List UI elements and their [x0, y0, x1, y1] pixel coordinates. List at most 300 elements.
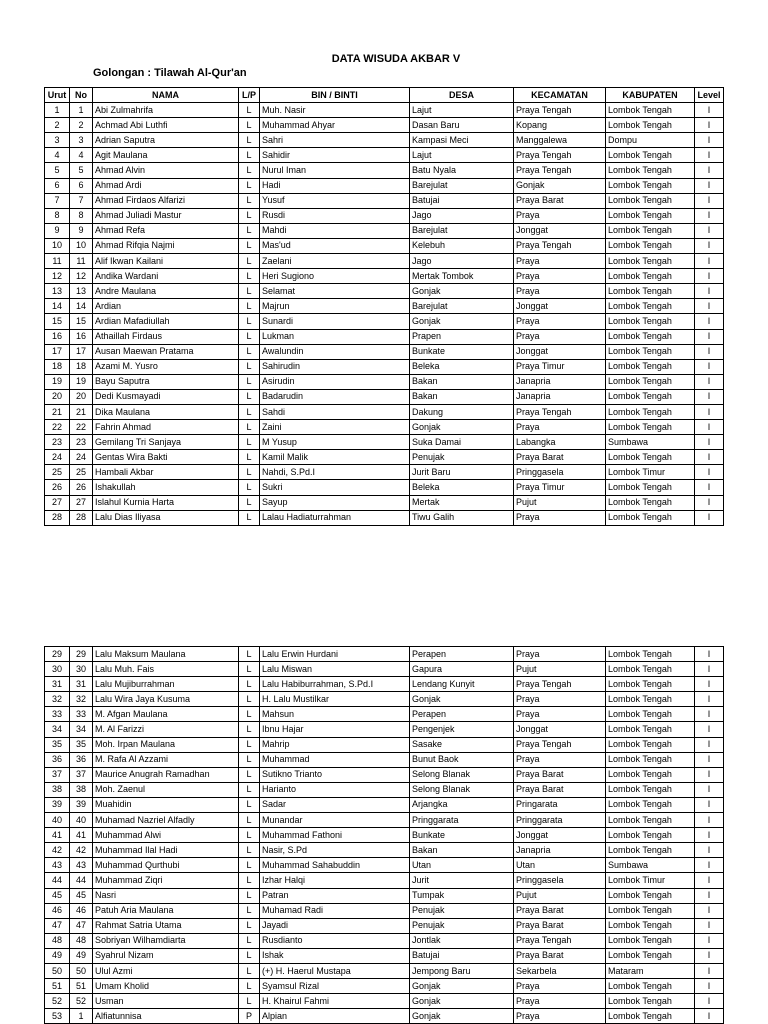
table-row — [45, 208, 724, 223]
cell-kabupaten: Lombok Tengah — [606, 359, 695, 374]
cell-nama: Ishakullah — [93, 480, 239, 495]
table-row — [45, 480, 724, 495]
cell-no: 37 — [70, 767, 93, 782]
cell-kabupaten: Sumbawa — [606, 435, 695, 450]
cell-urut: 50 — [45, 963, 70, 978]
cell-level: I — [695, 208, 724, 223]
table-row — [45, 752, 724, 767]
cell-kecamatan: Praya Tengah — [514, 737, 606, 752]
table-row — [45, 238, 724, 253]
table-row — [45, 163, 724, 178]
cell-lp: L — [239, 737, 260, 752]
cell-urut: 12 — [45, 269, 70, 284]
cell-desa: Kampasi Meci — [410, 133, 514, 148]
cell-nama: Lalu Wira Jaya Kusuma — [93, 692, 239, 707]
cell-level: I — [695, 178, 724, 193]
cell-kabupaten: Lombok Tengah — [606, 979, 695, 994]
cell-kecamatan: Praya — [514, 329, 606, 344]
cell-urut: 33 — [45, 707, 70, 722]
cell-urut: 38 — [45, 782, 70, 797]
table-row — [45, 148, 724, 163]
cell-bin-binti: H. Lalu Mustilkar — [260, 692, 410, 707]
cell-desa: Gapura — [410, 662, 514, 677]
cell-kabupaten: Lombok Tengah — [606, 782, 695, 797]
header-kecamatan: KECAMATAN — [514, 88, 606, 103]
cell-no: 41 — [70, 828, 93, 843]
cell-bin-binti: Sahri — [260, 133, 410, 148]
table-row — [45, 948, 724, 963]
cell-level: I — [695, 435, 724, 450]
cell-kabupaten: Lombok Tengah — [606, 103, 695, 118]
cell-bin-binti: Muhammad Fathoni — [260, 828, 410, 843]
cell-desa: Gonjak — [410, 420, 514, 435]
header-urut: Urut — [45, 88, 70, 103]
cell-level: I — [695, 692, 724, 707]
cell-urut: 27 — [45, 495, 70, 510]
cell-kecamatan: Jonggat — [514, 828, 606, 843]
cell-kabupaten: Lombok Tengah — [606, 284, 695, 299]
cell-kecamatan: Praya Tengah — [514, 404, 606, 419]
cell-kecamatan: Manggalewa — [514, 133, 606, 148]
cell-kecamatan: Praya — [514, 1009, 606, 1024]
cell-lp: L — [239, 752, 260, 767]
cell-bin-binti: Kamil Malik — [260, 450, 410, 465]
cell-no: 18 — [70, 359, 93, 374]
table-row — [45, 963, 724, 978]
cell-nama: Muahidin — [93, 797, 239, 812]
cell-bin-binti: Patran — [260, 888, 410, 903]
table-row — [45, 299, 724, 314]
cell-urut: 35 — [45, 737, 70, 752]
cell-level: I — [695, 994, 724, 1009]
cell-kabupaten: Lombok Tengah — [606, 677, 695, 692]
cell-bin-binti: Muhammad Sahabuddin — [260, 858, 410, 873]
cell-no: 25 — [70, 465, 93, 480]
cell-level: I — [695, 843, 724, 858]
cell-nama: Rahmat Satria Utama — [93, 918, 239, 933]
cell-desa: Tiwu Galih — [410, 510, 514, 525]
cell-desa: Sasake — [410, 737, 514, 752]
cell-nama: Dika Maulana — [93, 404, 239, 419]
cell-lp: L — [239, 647, 260, 662]
participants-table-top — [44, 87, 724, 526]
cell-bin-binti: Heri Sugiono — [260, 269, 410, 284]
cell-level: I — [695, 314, 724, 329]
cell-kecamatan: Jonggat — [514, 223, 606, 238]
cell-level: I — [695, 238, 724, 253]
cell-no: 34 — [70, 722, 93, 737]
cell-desa: Bakan — [410, 843, 514, 858]
table-row — [45, 404, 724, 419]
cell-nama: Muhammad Ziqri — [93, 873, 239, 888]
cell-no: 38 — [70, 782, 93, 797]
cell-nama: M. Afgan Maulana — [93, 707, 239, 722]
cell-kabupaten: Sumbawa — [606, 858, 695, 873]
cell-lp: L — [239, 223, 260, 238]
cell-no: 46 — [70, 903, 93, 918]
cell-nama: Sobriyan Wilhamdiarta — [93, 933, 239, 948]
cell-nama: Muhammad Qurthubi — [93, 858, 239, 873]
cell-lp: L — [239, 767, 260, 782]
cell-kabupaten: Lombok Tengah — [606, 420, 695, 435]
cell-kabupaten: Lombok Tengah — [606, 450, 695, 465]
cell-kecamatan: Praya Barat — [514, 948, 606, 963]
cell-kabupaten: Lombok Tengah — [606, 238, 695, 253]
cell-lp: L — [239, 677, 260, 692]
cell-bin-binti: Yusuf — [260, 193, 410, 208]
table-row — [45, 193, 724, 208]
cell-urut: 42 — [45, 843, 70, 858]
cell-nama: Agit Maulana — [93, 148, 239, 163]
cell-lp: L — [239, 495, 260, 510]
table-row — [45, 979, 724, 994]
cell-kecamatan: Jonggat — [514, 344, 606, 359]
table-row — [45, 254, 724, 269]
cell-kecamatan: Jonggat — [514, 299, 606, 314]
table-row — [45, 118, 724, 133]
cell-desa: Penujak — [410, 450, 514, 465]
cell-lp: L — [239, 238, 260, 253]
cell-kecamatan: Utan — [514, 858, 606, 873]
cell-no: 29 — [70, 647, 93, 662]
cell-lp: L — [239, 662, 260, 677]
cell-level: I — [695, 480, 724, 495]
cell-bin-binti: Sukri — [260, 480, 410, 495]
cell-level: I — [695, 103, 724, 118]
cell-kecamatan: Praya Barat — [514, 450, 606, 465]
cell-bin-binti: Selamat — [260, 284, 410, 299]
cell-kabupaten: Lombok Tengah — [606, 299, 695, 314]
cell-no: 8 — [70, 208, 93, 223]
cell-urut: 4 — [45, 148, 70, 163]
cell-lp: L — [239, 133, 260, 148]
table-row — [45, 858, 724, 873]
table-row — [45, 329, 724, 344]
cell-kabupaten: Lombok Tengah — [606, 813, 695, 828]
cell-bin-binti: Syamsul Rizal — [260, 979, 410, 994]
cell-no: 9 — [70, 223, 93, 238]
cell-nama: Adrian Saputra — [93, 133, 239, 148]
cell-urut: 8 — [45, 208, 70, 223]
header-level: Level — [695, 88, 724, 103]
cell-lp: L — [239, 284, 260, 299]
cell-lp: L — [239, 979, 260, 994]
cell-bin-binti: Awalundin — [260, 344, 410, 359]
cell-urut: 14 — [45, 299, 70, 314]
participants-table-bottom — [44, 646, 724, 1024]
cell-urut: 13 — [45, 284, 70, 299]
cell-desa: Dasan Baru — [410, 118, 514, 133]
cell-no: 4 — [70, 148, 93, 163]
table-row — [45, 1009, 724, 1024]
cell-nama: Alfiatunnisa — [93, 1009, 239, 1024]
cell-kecamatan: Pujut — [514, 495, 606, 510]
cell-desa: Batujai — [410, 193, 514, 208]
cell-desa: Jago — [410, 208, 514, 223]
cell-desa: Gonjak — [410, 979, 514, 994]
cell-bin-binti: Mahrip — [260, 737, 410, 752]
table-row — [45, 389, 724, 404]
cell-nama: Ausan Maewan Pratama — [93, 344, 239, 359]
cell-urut: 40 — [45, 813, 70, 828]
cell-lp: L — [239, 510, 260, 525]
cell-urut: 26 — [45, 480, 70, 495]
cell-nama: Alif Ikwan Kailani — [93, 254, 239, 269]
cell-desa: Barejulat — [410, 223, 514, 238]
cell-bin-binti: Lalu Erwin Hurdani — [260, 647, 410, 662]
cell-no: 31 — [70, 677, 93, 692]
cell-kecamatan: Praya — [514, 707, 606, 722]
cell-level: I — [695, 223, 724, 238]
cell-lp: L — [239, 269, 260, 284]
cell-level: I — [695, 510, 724, 525]
cell-no: 11 — [70, 254, 93, 269]
table-row — [45, 797, 724, 812]
cell-bin-binti: Muhammad — [260, 752, 410, 767]
table-row — [45, 420, 724, 435]
cell-desa: Mertak Tombok — [410, 269, 514, 284]
cell-kecamatan: Janapria — [514, 389, 606, 404]
cell-bin-binti: Sahidir — [260, 148, 410, 163]
cell-nama: Lalu Maksum Maulana — [93, 647, 239, 662]
cell-kecamatan: Pringgasela — [514, 465, 606, 480]
cell-desa: Barejulat — [410, 178, 514, 193]
cell-kecamatan: Praya Tengah — [514, 103, 606, 118]
cell-nama: Ahmad Firdaos Alfarizi — [93, 193, 239, 208]
page-title: DATA WISUDA AKBAR V — [331, 53, 461, 65]
cell-lp: L — [239, 828, 260, 843]
cell-kecamatan: Jonggat — [514, 722, 606, 737]
cell-urut: 30 — [45, 662, 70, 677]
cell-nama: Ahmad Refa — [93, 223, 239, 238]
cell-desa: Jontlak — [410, 933, 514, 948]
cell-desa: Bakan — [410, 389, 514, 404]
cell-lp: L — [239, 963, 260, 978]
cell-level: I — [695, 465, 724, 480]
cell-kabupaten: Lombok Tengah — [606, 918, 695, 933]
cell-bin-binti: (+) H. Haerul Mustapa — [260, 963, 410, 978]
cell-bin-binti: M Yusup — [260, 435, 410, 450]
table-row — [45, 465, 724, 480]
cell-urut: 53 — [45, 1009, 70, 1024]
cell-kabupaten: Dompu — [606, 133, 695, 148]
cell-kecamatan: Praya Barat — [514, 782, 606, 797]
cell-urut: 48 — [45, 933, 70, 948]
cell-desa: Suka Damai — [410, 435, 514, 450]
cell-nama: Dedi Kusmayadi — [93, 389, 239, 404]
cell-no: 20 — [70, 389, 93, 404]
cell-urut: 11 — [45, 254, 70, 269]
cell-no: 17 — [70, 344, 93, 359]
cell-kabupaten: Lombok Timur — [606, 873, 695, 888]
cell-kecamatan: Praya Barat — [514, 193, 606, 208]
cell-lp: L — [239, 888, 260, 903]
cell-bin-binti: H. Khairul Fahmi — [260, 994, 410, 1009]
cell-lp: L — [239, 178, 260, 193]
table-row — [45, 888, 724, 903]
cell-nama: Islahul Kurnia Harta — [93, 495, 239, 510]
cell-kabupaten: Lombok Timur — [606, 465, 695, 480]
cell-kecamatan: Praya — [514, 752, 606, 767]
cell-desa: Bunut Baok — [410, 752, 514, 767]
table-row — [45, 269, 724, 284]
cell-urut: 19 — [45, 374, 70, 389]
cell-lp: L — [239, 994, 260, 1009]
cell-level: I — [695, 148, 724, 163]
cell-nama: M. Al Farizzi — [93, 722, 239, 737]
cell-nama: Ardian — [93, 299, 239, 314]
cell-no: 35 — [70, 737, 93, 752]
cell-level: I — [695, 163, 724, 178]
cell-desa: Prapen — [410, 329, 514, 344]
table-row — [45, 813, 724, 828]
cell-bin-binti: Lalau Hadiaturrahman — [260, 510, 410, 525]
cell-bin-binti: Nahdi, S.Pd.I — [260, 465, 410, 480]
cell-urut: 17 — [45, 344, 70, 359]
cell-desa: Gonjak — [410, 692, 514, 707]
cell-kabupaten: Lombok Tengah — [606, 148, 695, 163]
cell-urut: 6 — [45, 178, 70, 193]
cell-kecamatan: Praya — [514, 510, 606, 525]
header-lp: L/P — [239, 88, 260, 103]
cell-kabupaten: Lombok Tengah — [606, 223, 695, 238]
table-row — [45, 692, 724, 707]
header-nama: NAMA — [93, 88, 239, 103]
cell-lp: L — [239, 208, 260, 223]
cell-level: I — [695, 420, 724, 435]
table-row — [45, 647, 724, 662]
cell-desa: Pringgarata — [410, 813, 514, 828]
cell-kecamatan: Praya — [514, 692, 606, 707]
table-row — [45, 662, 724, 677]
cell-nama: Azami M. Yusro — [93, 359, 239, 374]
cell-level: I — [695, 133, 724, 148]
cell-level: I — [695, 284, 724, 299]
cell-level: I — [695, 389, 724, 404]
cell-level: I — [695, 963, 724, 978]
cell-kecamatan: Sekarbela — [514, 963, 606, 978]
cell-desa: Perapen — [410, 647, 514, 662]
cell-level: I — [695, 782, 724, 797]
cell-bin-binti: Harianto — [260, 782, 410, 797]
cell-nama: Nasri — [93, 888, 239, 903]
cell-nama: Umam Kholid — [93, 979, 239, 994]
cell-level: I — [695, 722, 724, 737]
cell-bin-binti: Rusdianto — [260, 933, 410, 948]
cell-no: 16 — [70, 329, 93, 344]
cell-kabupaten: Lombok Tengah — [606, 178, 695, 193]
cell-bin-binti: Jayadi — [260, 918, 410, 933]
cell-kecamatan: Praya Tengah — [514, 148, 606, 163]
cell-bin-binti: Muhamad Radi — [260, 903, 410, 918]
cell-nama: Muhammad Ilal Hadi — [93, 843, 239, 858]
cell-kecamatan: Pringarata — [514, 797, 606, 812]
cell-level: I — [695, 359, 724, 374]
cell-kabupaten: Lombok Tengah — [606, 163, 695, 178]
cell-lp: L — [239, 299, 260, 314]
cell-no: 39 — [70, 797, 93, 812]
cell-no: 26 — [70, 480, 93, 495]
cell-kabupaten: Lombok Tengah — [606, 903, 695, 918]
cell-kabupaten: Lombok Tengah — [606, 344, 695, 359]
cell-kabupaten: Lombok Tengah — [606, 404, 695, 419]
cell-lp: L — [239, 480, 260, 495]
cell-level: I — [695, 933, 724, 948]
cell-no: 32 — [70, 692, 93, 707]
cell-lp: L — [239, 450, 260, 465]
cell-lp: P — [239, 1009, 260, 1024]
cell-desa: Lajut — [410, 103, 514, 118]
cell-desa: Beleka — [410, 480, 514, 495]
cell-lp: L — [239, 722, 260, 737]
cell-kecamatan: Pringgarata — [514, 813, 606, 828]
table-row — [45, 843, 724, 858]
cell-kecamatan: Praya Tengah — [514, 933, 606, 948]
cell-nama: Lalu Dias Iliyasa — [93, 510, 239, 525]
cell-urut: 46 — [45, 903, 70, 918]
table-body-top — [45, 103, 724, 526]
cell-no: 43 — [70, 858, 93, 873]
cell-level: I — [695, 254, 724, 269]
cell-kabupaten: Lombok Tengah — [606, 647, 695, 662]
cell-desa: Bakan — [410, 374, 514, 389]
cell-desa: Arjangka — [410, 797, 514, 812]
cell-kecamatan: Praya — [514, 647, 606, 662]
cell-no: 49 — [70, 948, 93, 963]
cell-nama: Lalu Muh. Fais — [93, 662, 239, 677]
cell-desa: Gonjak — [410, 314, 514, 329]
header-no: No — [70, 88, 93, 103]
cell-lp: L — [239, 389, 260, 404]
cell-nama: Fahrin Ahmad — [93, 420, 239, 435]
cell-kecamatan: Praya Tengah — [514, 238, 606, 253]
cell-lp: L — [239, 420, 260, 435]
cell-no: 6 — [70, 178, 93, 193]
cell-level: I — [695, 1009, 724, 1024]
cell-lp: L — [239, 103, 260, 118]
cell-bin-binti: Mahdi — [260, 223, 410, 238]
cell-no: 1 — [70, 103, 93, 118]
cell-urut: 34 — [45, 722, 70, 737]
table-row — [45, 223, 724, 238]
cell-bin-binti: Sadar — [260, 797, 410, 812]
cell-level: I — [695, 752, 724, 767]
cell-no: 12 — [70, 269, 93, 284]
cell-bin-binti: Muh. Nasir — [260, 103, 410, 118]
table-row — [45, 828, 724, 843]
cell-level: I — [695, 299, 724, 314]
cell-nama: Gemilang Tri Sanjaya — [93, 435, 239, 450]
cell-desa: Batujai — [410, 948, 514, 963]
cell-level: I — [695, 918, 724, 933]
cell-level: I — [695, 979, 724, 994]
cell-urut: 21 — [45, 404, 70, 419]
cell-kecamatan: Kopang — [514, 118, 606, 133]
cell-kecamatan: Praya Barat — [514, 903, 606, 918]
cell-desa: Utan — [410, 858, 514, 873]
cell-bin-binti: Ibnu Hajar — [260, 722, 410, 737]
cell-kecamatan: Praya — [514, 994, 606, 1009]
group-label: Golongan : Tilawah Al-Qur'an — [93, 67, 247, 79]
cell-no: 50 — [70, 963, 93, 978]
cell-level: I — [695, 888, 724, 903]
table-row — [45, 994, 724, 1009]
cell-lp: L — [239, 329, 260, 344]
table-row — [45, 495, 724, 510]
cell-kecamatan: Pujut — [514, 888, 606, 903]
cell-urut: 29 — [45, 647, 70, 662]
table-row — [45, 284, 724, 299]
